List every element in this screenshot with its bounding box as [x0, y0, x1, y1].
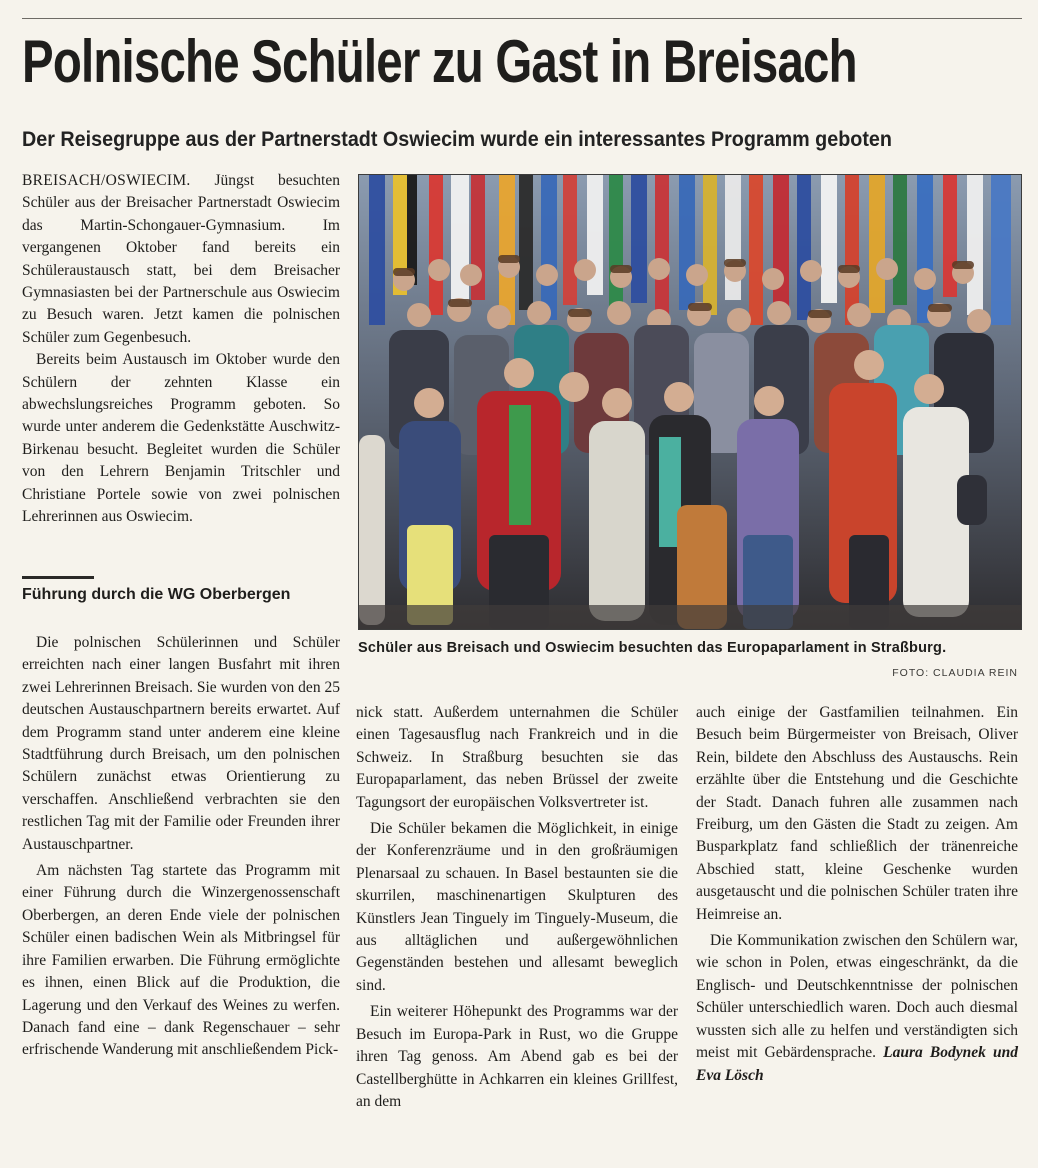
photo-caption: Schüler aus Breisach und Oswiecim besuchten das Europaparlament in Straßburg. — [358, 640, 947, 656]
subheadline: Der Reisegruppe aus der Partnerstadt Oswiecim wurde ein interessantes Programm geboten — [22, 128, 892, 151]
column-2 — [356, 702, 678, 1113]
subheading: Führung durch die WG Oberbergen — [22, 586, 291, 603]
byline: Laura Bodynek und Eva Lösch — [696, 1044, 1018, 1084]
group-photo — [358, 174, 1022, 630]
paragraph-8: auch einige der Gastfamilien teilnahmen. Ein Besuch beim Bürgermeister von Breisach, Oliver Rein, bildete den Abschluss des Austauschs. Rein erzählte über die Entstehung und die Geschichte der Stadt. Danach fuhren alle zusammen nach Freiburg, um den Gästen die Stadt zu zeigen. Am Busparkplatz fand schließlich der tränenreiche Abschied statt, kleine Geschenke wurden ausgetauscht und die polnischen Schüler traten ihre Heimreise an. — [696, 704, 1018, 923]
paragraph-9-text: Die Kommunikation zwischen den Schülern war, wie schon in Polen, etwas eingeschränkt, da die Englisch- und Deutschkenntnisse der polnischen Schüler unterschiedlich waren. Doch auch diesmal wussten sich alle zu helfen und verständigten sich meist mit Gebärdensprache. — [696, 932, 1018, 1062]
paragraph-9 — [696, 930, 1018, 1087]
intro-text: Jüngst besuchten Schüler aus der Breisacher Partnerstadt Oswiecim das Martin-Schongauer-Gymnasium. Im vergangenen Oktober fand bereits ein Schüleraustausch statt, bei dem Breisacher Gymnasiasten bei der Partnerschule aus Oswiecim zu Besuch waren. Jetzt kamen die polnischen Schüler zum Gegenbesuch. — [22, 172, 340, 346]
group-photo-illustration — [359, 175, 1021, 629]
column-3 — [696, 702, 1018, 1087]
paragraph-6: Die Schüler bekamen die Möglichkeit, in einige der Konferenzräume und in den großräumigen Plenarsaal zu schauen. In Basel bestaunten sie die skurrilen, maschinenartigen Skulpturen des Künstlers Jean Tinguely im Tinguely-Museum, die aus alltäglichen und außergewöhnlichen Gegenständen bestehen und allesamt beweglich sind. — [356, 820, 678, 994]
paragraph-3: Die polnischen Schülerinnen und Schüler erreichten nach einer langen Busfahrt mit ihren zwei Lehrerinnen Breisach. Sie wurden von den 25 deutschen Austauschpartnern bereits erwartet. Auf dem Programm stand unter anderem eine kleine Stadtführung durch Breisach, um den polnischen Schülern zunächst etwas Orientierung zu verschaffen. Anschließend verbrachten sie den restlichen Tag mit der Familie oder Freunden ihrer Austauschpartner. — [22, 634, 340, 853]
paragraph-5: nick statt. Außerdem unternahmen die Schüler einen Tagesausflug nach Frankreich und in die Schweiz. In Straßburg besuchten sie das Europaparlament, das neben Brüssel der zweite Tagungsort der europäischen Volksvertreter ist. — [356, 704, 678, 811]
subheading-rule — [22, 576, 94, 579]
photo-credit: FOTO: CLAUDIA REIN — [892, 667, 1018, 679]
column-1-bottom — [22, 632, 340, 1062]
top-rule — [22, 18, 1022, 19]
column-1-top — [22, 170, 340, 529]
headline: Polnische Schüler zu Gast in Breisach — [22, 28, 857, 95]
paragraph-2: Bereits beim Austausch im Oktober wurde den Schülern der zehnten Klasse ein abwechslungsreiches Programm geboten. So wurde unter anderem die Gedenkstätte Auschwitz-Birkenau besucht. Begleitet wurden die Schüler von den Lehrern Benjamin Tritschler und Christiane Portele sowie von zwei polnischen Lehrerinnen aus Oswiecim. — [22, 351, 340, 526]
intro-paragraph — [22, 170, 340, 349]
dateline: BREISACH/OSWIECIM. — [22, 172, 191, 189]
paragraph-7: Ein weiterer Höhepunkt des Programms war der Besuch im Europa-Park in Rust, wo die Gruppe ihren Tag genoss. Am Abend gab es bei der Castellberghütte in Achkarren ein kleines Grillfest, an dem — [356, 1003, 678, 1110]
paragraph-4: Am nächsten Tag startete das Programm mit einer Führung durch die Winzergenossenschaft Oberbergen, an deren Ende viele der polnischen Schüler einen badischen Wein als Mitbringsel für ihre Familien erwarben. Die Führung ermöglichte es ihnen, einen Blick auf die Produktion, die Lagerung und den Verkauf des Weines zu werfen. Danach fand eine – dank Regenschauer – sehr erfrischende Wanderung mit anschließendem Pick- — [22, 862, 340, 1059]
